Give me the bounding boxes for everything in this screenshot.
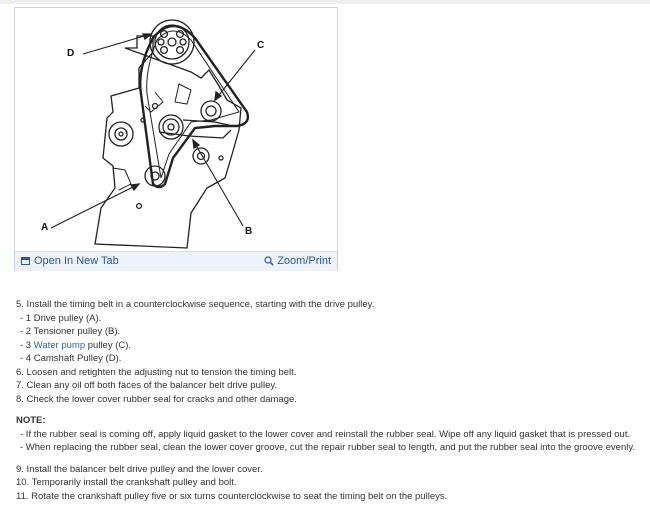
timing-belt-diagram xyxy=(15,8,337,251)
step-7: 7. Clean any oil off both faces of the balancer belt drive pulley. xyxy=(16,380,278,391)
figure-toolbar xyxy=(15,251,337,271)
step-6: 6. Loosen and retighten the adjusting nut to tension the timing belt. xyxy=(16,366,297,378)
figure-container xyxy=(14,7,338,271)
step-5-sub-3 xyxy=(16,339,646,353)
label-c: C xyxy=(257,40,265,51)
leader-line-d xyxy=(83,34,151,54)
open-in-new-tab-label: Open In New Tab xyxy=(34,255,119,267)
step-5-sub-3-suffix: pulley (C). xyxy=(85,339,132,351)
step-5-sub-1: - 1 Drive pulley (A). xyxy=(20,312,102,324)
step-5-sub-2: - 2 Tensioner pulley (B). xyxy=(20,326,121,337)
water-pump-pulley xyxy=(201,101,221,121)
open-in-new-tab-link[interactable] xyxy=(21,255,119,267)
step-9: 9. Install the balancer belt drive pulley and the lower cover. xyxy=(16,463,263,475)
label-a: A xyxy=(41,222,49,233)
step-11: 11. Rotate the crankshaft pulley five or six turns counterclockwise to seat the timing belt on the pulleys. xyxy=(16,490,448,502)
label-b: B xyxy=(245,226,253,237)
water-pump-link[interactable]: Water pump xyxy=(33,339,86,351)
step-8: 8. Check the lower cover rubber seal for cracks and other damage. xyxy=(16,393,297,405)
step-5-sub-4: - 4 Camshaft Pulley (D). xyxy=(20,353,122,364)
magnifier-icon xyxy=(264,256,274,266)
leader-line-b xyxy=(193,140,243,226)
note-item-1: - If the rubber seal is coming off, apply liquid gasket to the lower cover and reinstall the rubber seal. Wipe off any liquid gasket that is pressed out. xyxy=(20,428,631,440)
label-d: D xyxy=(67,48,75,59)
zoom-print-link[interactable] xyxy=(264,255,331,267)
note-title: NOTE: xyxy=(16,415,46,426)
new-tab-icon xyxy=(21,257,30,265)
instruction-steps xyxy=(16,298,646,503)
engine-block-outline xyxy=(95,36,241,248)
step-5: 5. Install the timing belt in a counterclockwise sequence, starting with the drive pulley. xyxy=(16,299,375,310)
step-5-sub-3-prefix: - 3 xyxy=(20,339,34,351)
balancer-pulley xyxy=(109,122,133,146)
note-item-2: - When replacing the rubber seal, clean the lower cover groove, cut the repair rubber seal to length, and put the rubber seal into the groove evenly. xyxy=(20,442,636,453)
top-divider xyxy=(0,0,650,4)
step-10: 10. Temporarily install the crankshaft pulley and bolt. xyxy=(16,477,237,488)
leader-line-a xyxy=(51,184,139,228)
zoom-print-label: Zoom/Print xyxy=(277,255,331,267)
